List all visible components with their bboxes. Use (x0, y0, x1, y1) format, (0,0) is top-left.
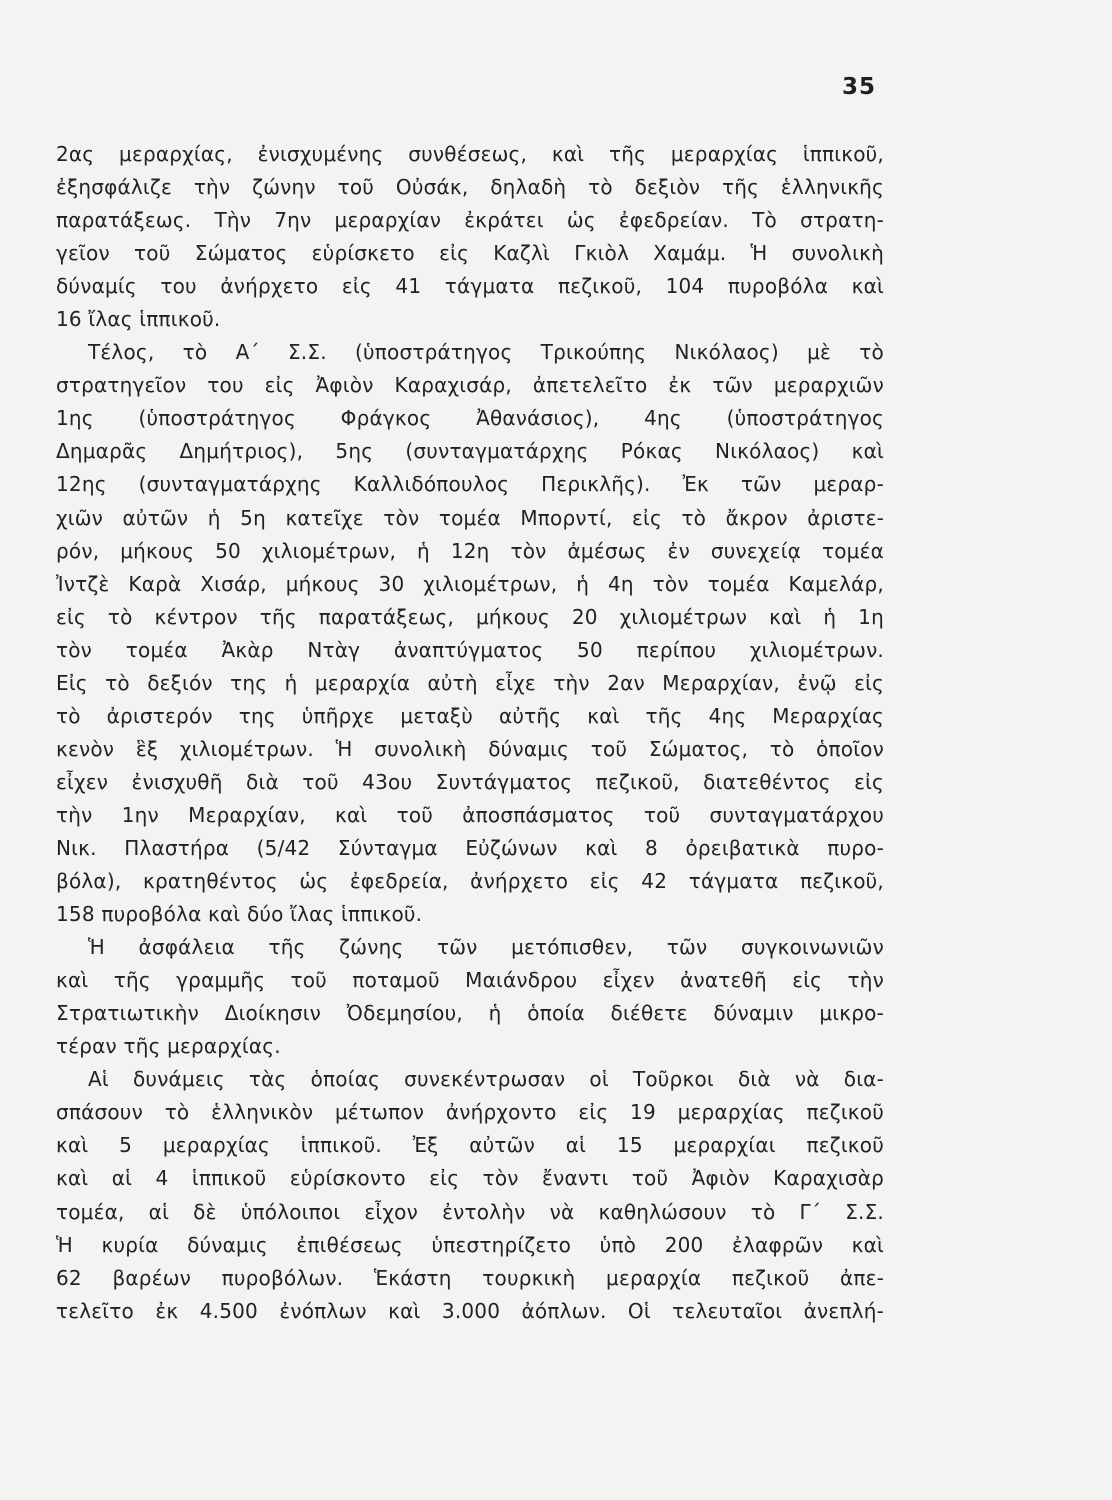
text-line: εἶχεν ἐνισχυθῆ διὰ τοῦ 43ου Συντάγματος πεζικοῦ, διατεθέντος εἰς (56, 769, 884, 794)
body-text (56, 138, 884, 1328)
text-line: σπάσουν τὸ ἑλληνικὸν μέτωπον ἀνήρχοντο εἰς 19 μεραρχίας πεζικοῦ (56, 1100, 884, 1125)
text-line: Στρατιωτικὴν Διοίκησιν Ὀδεμησίου, ἡ ὁποία διέθετε δύναμιν μικρο- (56, 1001, 884, 1026)
text-line: Ἡ κυρία δύναμις ἐπιθέσεως ὑπεστηρίζετο ὑπὸ 200 ἐλαφρῶν καὶ (56, 1232, 884, 1257)
text-line: τὴν 1ην Μεραρχίαν, καὶ τοῦ ἀποσπάσματος τοῦ συνταγματάρχου (56, 802, 884, 827)
text-line: καὶ αἱ 4 ἱππικοῦ εὑρίσκοντο εἰς τὸν ἔναντι τοῦ Ἀφιὸν Καραχισὰρ (56, 1166, 884, 1191)
text-line: τὸν τομέα Ἀκὰρ Ντὰγ ἀναπτύγματος 50 περίπου χιλιομέτρων. (56, 637, 884, 662)
text-line: 12ης (συνταγματάρχης Καλλιδόπουλος Περικλῆς). Ἐκ τῶν μεραρ- (56, 472, 884, 497)
text-line: καὶ τῆς γραμμῆς τοῦ ποταμοῦ Μαιάνδρου εἶχεν ἀνατεθῆ εἰς τὴν (56, 968, 884, 993)
text-line: εἰς τὸ κέντρον τῆς παρατάξεως, μήκους 20 χιλιομέτρων καὶ ἡ 1η (56, 604, 884, 629)
text-line: βόλα), κρατηθέντος ὡς ἐφεδρεία, ἀνήρχετο εἰς 42 τάγματα πεζικοῦ, (56, 869, 884, 894)
text-line: Ἰντζὲ Καρὰ Χισάρ, μήκους 30 χιλιομέτρων, ἡ 4η τὸν τομέα Καμελάρ, (56, 571, 884, 596)
text-line: 62 βαρέων πυροβόλων. Ἑκάστη τουρκικὴ μεραρχία πεζικοῦ ἀπε- (56, 1265, 884, 1290)
text-line: 1ης (ὑποστράτηγος Φράγκος Ἀθανάσιος), 4ης (ὑποστράτηγος (56, 406, 884, 431)
text-line: ἐξησφάλιζε τὴν ζώνην τοῦ Οὐσάκ, δηλαδὴ τὸ δεξιὸν τῆς ἑλληνικῆς (56, 175, 884, 200)
text-line: γεῖον τοῦ Σώματος εὑρίσκετο εἰς Καζλὶ Γκιὸλ Χαμάμ. Ἡ συνολικὴ (56, 241, 884, 266)
text-line: δύναμίς του ἀνήρχετο εἰς 41 τάγματα πεζικοῦ, 104 πυροβόλα καὶ (56, 274, 884, 299)
text-line: Ἡ ἀσφάλεια τῆς ζώνης τῶν μετόπισθεν, τῶν συγκοινωνιῶν (88, 935, 884, 960)
text-line: χιῶν αὐτῶν ἡ 5η κατεῖχε τὸν τομέα Μπορντί, εἰς τὸ ἄκρον ἀριστε- (56, 505, 884, 530)
text-line: Αἱ δυνάμεις τὰς ὁποίας συνεκέντρωσαν οἱ Τοῦρκοι διὰ νὰ δια- (88, 1067, 884, 1092)
text-line: 2ας μεραρχίας, ἐνισχυμένης συνθέσεως, καὶ τῆς μεραρχίας ἱππικοῦ, (56, 142, 884, 166)
text-line: τομέα, αἱ δὲ ὑπόλοιποι εἶχον ἐντολὴν νὰ καθηλώσουν τὸ Γ΄ Σ.Σ. (56, 1199, 884, 1224)
text-line: τελεῖτο ἐκ 4.500 ἐνόπλων καὶ 3.000 ἀόπλων. Οἱ τελευταῖοι ἀνεπλή- (56, 1298, 884, 1323)
text-line: στρατηγεῖον του εἰς Ἀφιὸν Καραχισάρ, ἀπετελεῖτο ἐκ τῶν μεραρχιῶν (56, 373, 884, 398)
text-line: Δημαρᾶς Δημήτριος), 5ης (συνταγματάρχης Ρόκας Νικόλαος) καὶ (56, 439, 884, 464)
text-line: Νικ. Πλαστήρα (5/42 Σύνταγμα Εὐζώνων καὶ 8 ὀρειβατικὰ πυρο- (56, 835, 884, 860)
text-line: Τέλος, τὸ Α΄ Σ.Σ. (ὑποστράτηγος Τρικούπης Νικόλαος) μὲ τὸ (88, 340, 884, 365)
text-line: τέραν τῆς μεραρχίας. (56, 1034, 281, 1059)
text-line: 158 πυροβόλα καὶ δύο ἴλας ἱππικοῦ. (56, 902, 423, 927)
text-line: παρατάξεως. Τὴν 7ην μεραρχίαν ἐκράτει ὡς ἐφεδρείαν. Τὸ στρατη- (56, 208, 884, 233)
text-line: καὶ 5 μεραρχίας ἱππικοῦ. Ἐξ αὐτῶν αἱ 15 μεραρχίαι πεζικοῦ (56, 1133, 884, 1158)
text-line: ρόν, μήκους 50 χιλιομέτρων, ἡ 12η τὸν ἀμέσως ἐν συνεχείᾳ τομέα (56, 538, 884, 563)
text-line: κενὸν ἓξ χιλιομέτρων. Ἡ συνολικὴ δύναμις τοῦ Σώματος, τὸ ὁποῖον (56, 736, 884, 761)
text-line: Εἰς τὸ δεξιόν της ἡ μεραρχία αὐτὴ εἶχε τὴν 2αν Μεραρχίαν, ἐνῷ εἰς (56, 670, 884, 695)
page-number: 35 (842, 74, 877, 100)
text-line: τὸ ἀριστερόν της ὑπῆρχε μεταξὺ αὐτῆς καὶ τῆς 4ης Μεραρχίας (56, 703, 884, 728)
text-line: 16 ἴλας ἱππικοῦ. (56, 307, 221, 332)
